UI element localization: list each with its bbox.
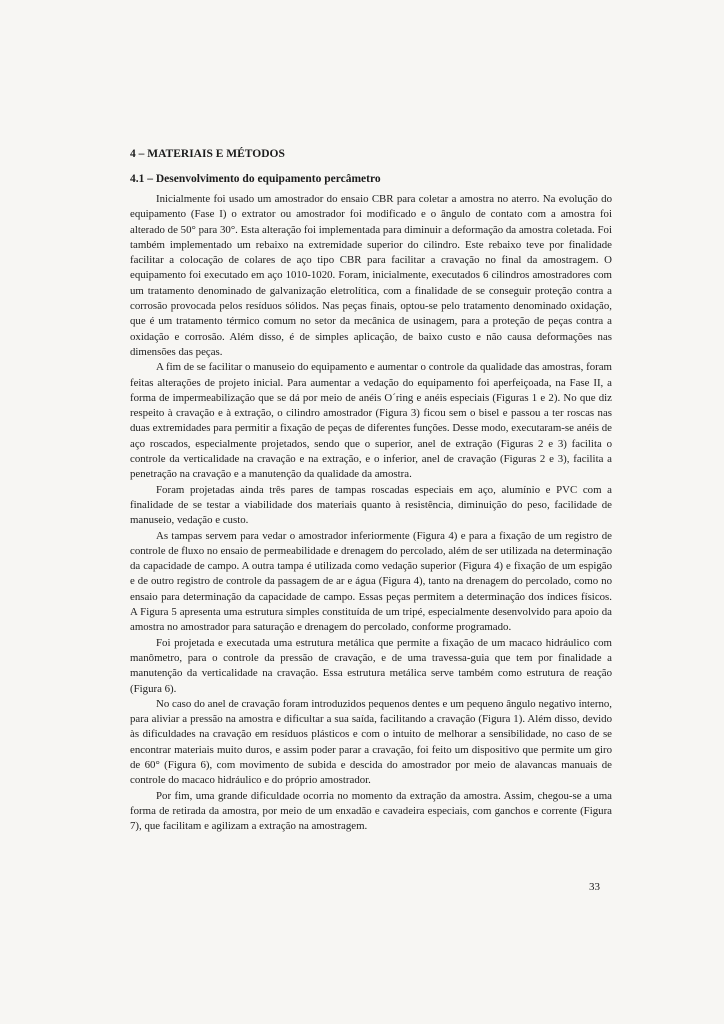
paragraph-3: Foram projetadas ainda três pares de tampas roscadas especiais em aço, alumínio e PVC com a finalidade de se testar a viabilidade dos materiais quanto à resistência, diminuição do peso, facilidade de manuseio, vedação e custo. [130,483,612,527]
document-page [130,146,612,834]
paragraph-5: Foi projetada e executada uma estrutura metálica que permite a fixação de um macaco hidráulico com manômetro, para o controle da pressão de cravação, e de uma travessa-guia que tem por finalidade a manutenção da verticalidade na cravação. Essa estrutura metálica serve também como estrutura de reação (Figura 6). [130,636,612,695]
section-title: 4 – MATERIAIS E MÉTODOS [130,148,285,160]
paragraph-2: A fim de se facilitar o manuseio do equipamento e aumentar o controle da qualidade das amostras, foram feitas alterações de projeto inicial. Para aumentar a vedação do equipamento foi aperfeiçoada, na Fase II, a forma de impermeabilização que se dá por meio de anéis O´ring e anéis especiais (Figuras 1 e 2). No que diz respeito à cravação e à extração, o cilindro amostrador (Figura 3) ficou sem o bisel e passou a ter roscas nas duas extremidades para permitir a fixação de peças de diferentes funções. Desse modo, executaram-se anéis de aço roscados, especialmente projetados, sendo que o superior, anel de extração (Figuras 2 e 3) facilita o controle da verticalidade na cravação e na extração, e o inferior, anel de cravação (Figuras 2 e 3), facilita a penetração na cravação e a manutenção da qualidade da amostra. [130,361,612,481]
subsection-title: 4.1 – Desenvolvimento do equipamento percâmetro [130,173,381,185]
page-number: 33 [589,881,600,893]
paragraph-4: As tampas servem para vedar o amostrador inferiormente (Figura 4) e para a fixação de um registro de controle de fluxo no ensaio de permeabilidade e drenagem do percolado, além de ser utilizada na determinação da capacidade de campo. A outra tampa é utilizada como vedação superior (Figura 4) e fixação de um espigão e de outro registro de controle da passagem de ar e água (Figura 4), tanto na drenagem do percolado, como no ensaio para determinação da capacidade de campo. Essas peças permitem a determinação dos índices físicos. A Figura 5 apresenta uma estrutura simples constituída de um tripé, especialmente desenvolvido para apoio da amostra no amostrador para saturação e drenagem do percolado, conforme programado. [130,529,612,634]
paragraph-6: No caso do anel de cravação foram introduzidos pequenos dentes e um pequeno ângulo negativo interno, para aliviar a pressão na amostra e dificultar a sua saída, facilitando a cravação (Figura 1). Além disso, devido às dificuldades na cravação em resíduos plásticos e com o intuito de melhorar a sensibilidade, no caso de se encontrar materiais muito duros, e assim poder parar a cravação, foi feito um dispositivo que permite um giro de 60° (Figura 6), com movimento de subida e descida do amostrador por meio de alavancas manuais de controle do macaco hidráulico e do próprio amostrador. [130,697,612,787]
paragraph-1: Inicialmente foi usado um amostrador do ensaio CBR para coletar a amostra no aterro. Na evolução do equipamento (Fase I) o extrator ou amostrador foi modificado e o ângulo de contato com a amostra foi alterado de 50° para 30°. Esta alteração foi implementada para diminuir a deformação da amostra coletada. Foi também implementado um rebaixo na extremidade superior do cilindro. Este rebaixo teve por finalidade facilitar a colocação de colares de aço tipo CBR para facilitar a cravação no final da amostragem. O equipamento foi executado em aço 1010-1020. Foram, inicialmente, executados 6 cilindros amostradores com um tratamento denominado de galvanização eletrolítica, com a finalidade de se conseguir proteção contra a corrosão provocada pelos resíduos sólidos. Nas peças finais, optou-se pelo tratamento denominado oxidação, que é um tratamento térmico comum no setor da mecânica de usinagem, para a proteção de peças contra a oxidação e corrosão. Além disso, é de simples aplicação, de baixo custo e não causa deformações nas dimensões das peças. [130,193,612,358]
paragraph-7: Por fim, uma grande dificuldade ocorria no momento da extração da amostra. Assim, chegou-se a uma forma de retirada da amostra, por meio de um enxadão e cavadeira especiais, com ganchos e corrente (Figura 7), que facilitam e agilizam a extração na amostragem. [130,789,612,833]
